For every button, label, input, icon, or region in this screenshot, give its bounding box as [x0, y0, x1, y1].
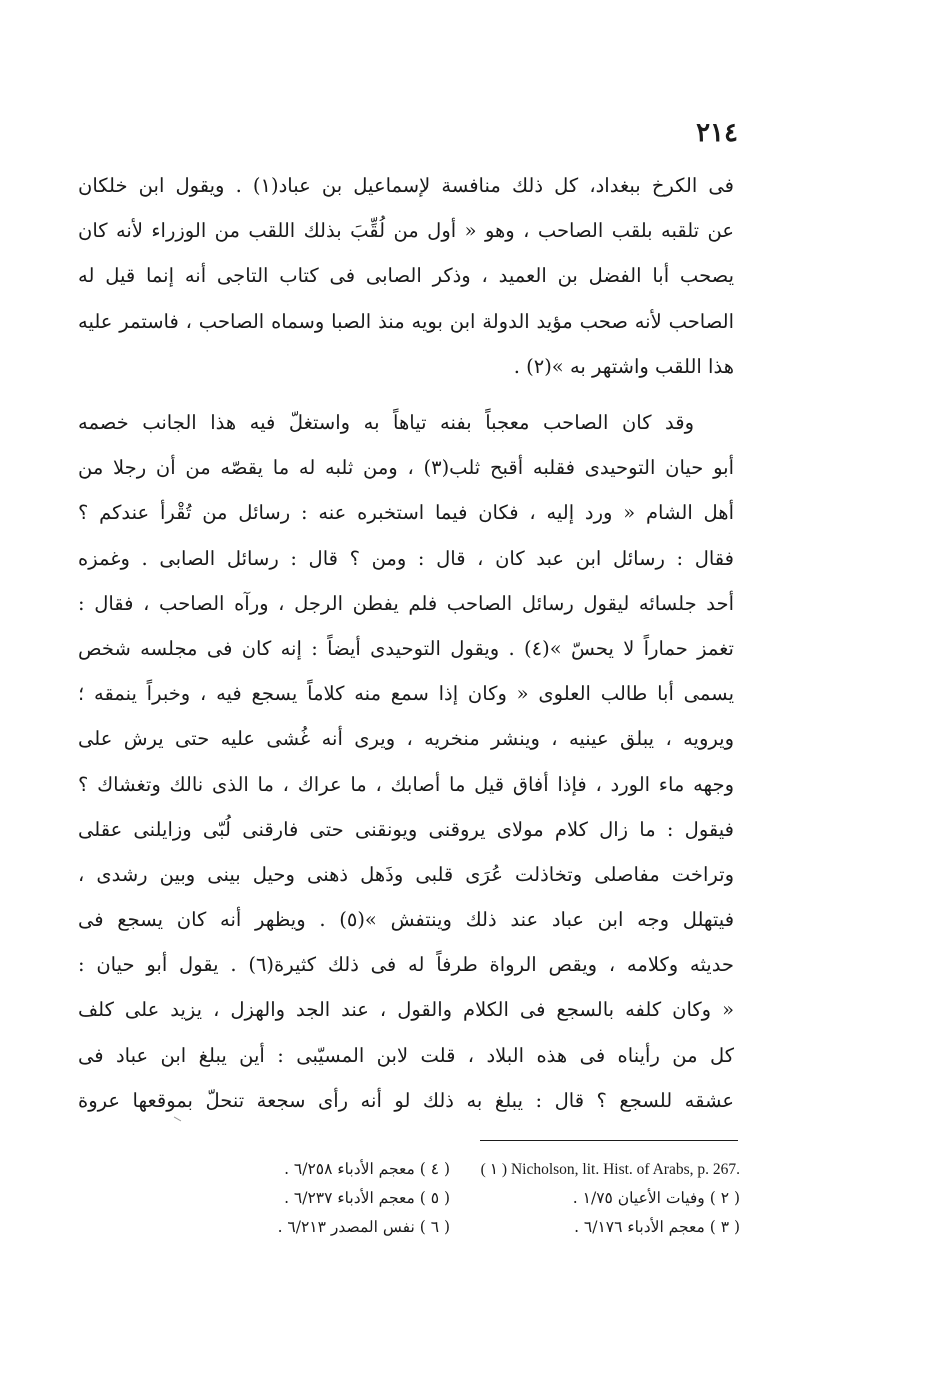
text-line: فى الكرخ ببغداد، كل ذلك منافسة لإسماعيل بن عباد(١) . ويقول ابن خلكان [78, 174, 734, 197]
text-line: الصاحب لأنه صحب مؤيد الدولة ابن بويه منذ الصبا وسماه الصاحب ، فاستمر عليه [78, 309, 734, 333]
text-line: أهل الشام « ورد إليه ، فكان فيما استخبره عنه : رسائل من تُقْرأ عندكم ؟ [78, 501, 734, 525]
text-line: عن تلقبه بلقب الصاحب ، وهو « أول من لُقِّبَ بذلك اللقب من الوزراء لأنه كان [78, 219, 734, 243]
page-number: ٢١٤ [696, 118, 738, 148]
text-line: وقد كان الصاحب معجباً بفنه تياهاً به واستغلّ فيه هذا الجانب خصمه [78, 411, 694, 434]
footnote-1: ( ١ ) Nicholson, lit. Hist. of Arabs, p. 267. [480, 1161, 740, 1178]
footnote-6: ( ٦ ) نفس المصدر ٦/٢١٣ . [277, 1218, 450, 1236]
text-line: يصحب أبا الفضل بن العميد ، وذكر الصابى فى كتاب التاجى أنه إنما قيل له [78, 264, 734, 288]
text-line: أحد جلسائه ليقول رسائل الصاحب فلم يفطن الرجل ، ورآه الصاحب ، فقال : [78, 591, 734, 615]
text-line: ويرويه ، يبلق عينيه ، وينشر منخريه ، ويرى أنه غُشى عليه حتى يرش على [78, 727, 734, 751]
text-line: فيتهلل وجه ابن عباد عند ذلك وينتفش »(٥) . ويظهر أنه كان يسجع فى [78, 908, 734, 932]
footnote-divider [480, 1140, 738, 1141]
text-line: يسمى أبا طالب العلوى « وكان إذا سمع منه كلاماً يسجع فيه ، وخبراً ينمقه ؛ [78, 682, 734, 706]
text-line: أبو حيان التوحيدى فقلبه أقبح ثلب(٣) ، ومن ثلبه له ما يقصّه من أن رجلا من [78, 456, 734, 480]
text-line: « وكان كلفه بالسجع فى الكلام والقول ، عند الجد والهزل ، يزيد على كلف [78, 998, 734, 1022]
footnote-3: ( ٣ ) معجم الأدباء ٦/١٧٦ . [574, 1218, 740, 1236]
footnotes [180, 1155, 740, 1242]
paragraph-1 [78, 163, 734, 389]
text-line: هذا اللقب واشتهر به »(٢) . [513, 354, 734, 378]
text-line: حديثه وكلامه ، ويقص الرواة طرفاً له فى ذلك كثيرة(٦) . يقول أبو حيان : [78, 953, 734, 977]
text-line: وتراخت مفاصلى وتخاذلت عُرَى قلبى وذَهل ذهنى وحيل بينى وبين رشدى ، [78, 862, 734, 886]
text-line: وجهه ماء الورد ، فإذا أفاق قيل ما أصابك ، ما عراك ، ما الذى نالك وتغشاك ؟ [78, 772, 734, 796]
text-line: فقال : رسائل ابن عبد كان ، قال : ومن ؟ قال : رسائل الصابى . وغمزه [78, 546, 734, 570]
paragraph-2 [78, 400, 734, 1123]
footnote-2: ( ٢ ) وفيات الأعيان ١/٧٥ . [572, 1189, 740, 1207]
footnote-5: ( ٥ ) معجم الأدباء ٦/٢٣٧ . [284, 1189, 450, 1207]
text-line: فيقول : ما زال كلام مولاى يروقنى ويونقنى حتى فارقنى لُبّى وزايلنى عقلى [78, 817, 734, 841]
text-line: كل من رأيناه فى هذه البلاد ، قلت لابن المسيّبى : أين يبلغ ابن عباد فى [78, 1043, 734, 1067]
text-line: عشقه للسجع ؟ قال : يبلغ به ذلك لو أنه رأى سجعة تنحلّ بموقعها عروة [78, 1088, 734, 1112]
footnote-4: ( ٤ ) معجم الأدباء ٦/٢٥٨ . [284, 1160, 450, 1178]
text-line: تغمز حماراً لا يحسّ »(٤) . ويقول التوحيدى أيضاً : إنه كان فى مجلسه شخص [78, 636, 734, 660]
